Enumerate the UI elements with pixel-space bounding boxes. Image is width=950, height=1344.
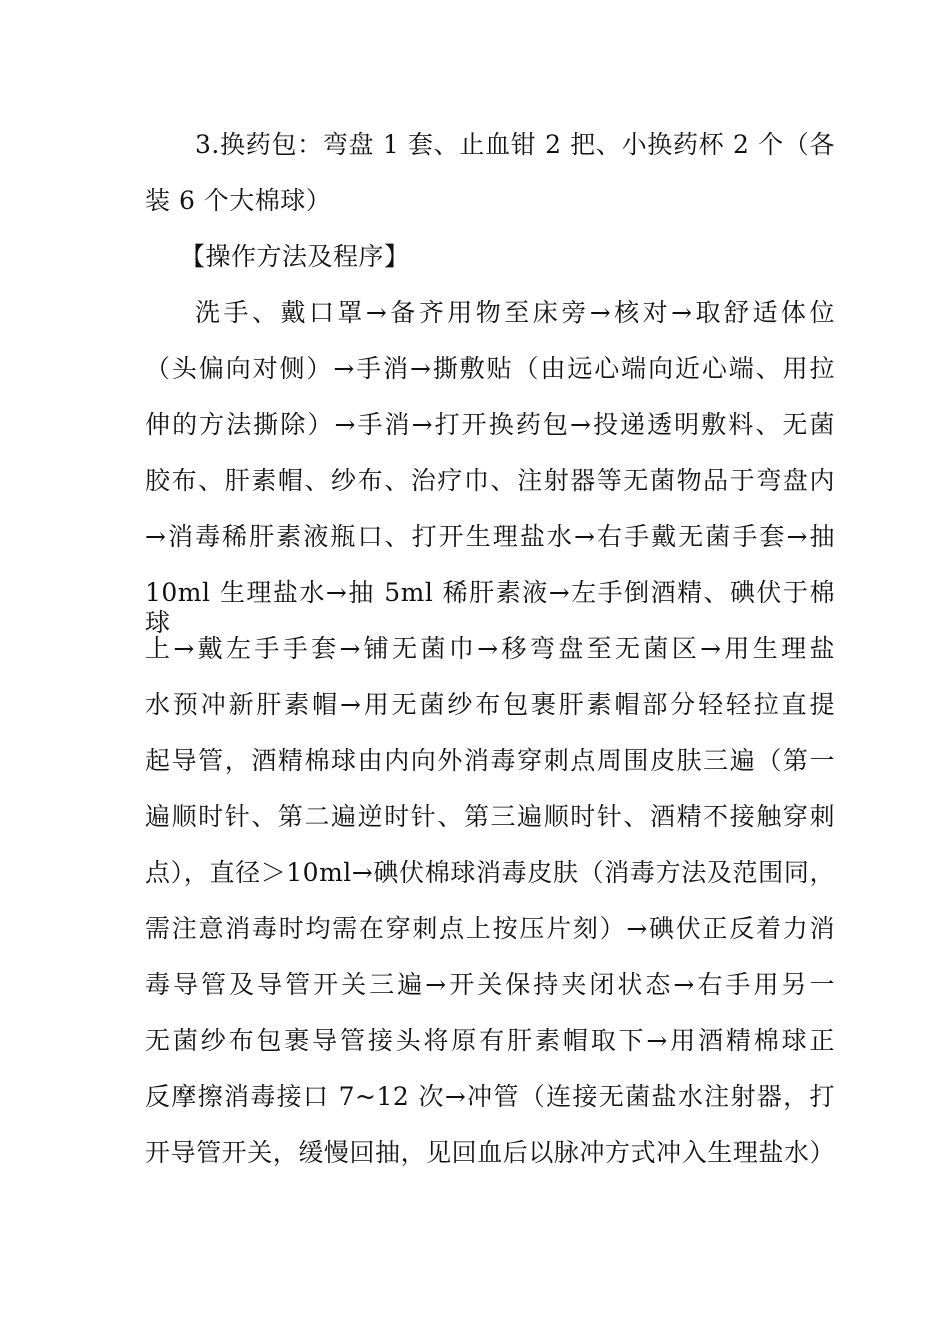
body-line: 水预冲新肝素帽→用无菌纱布包裹肝素帽部分轻轻拉直提 <box>145 690 835 719</box>
body-line: 无菌纱布包裹导管接头将原有肝素帽取下→用酒精棉球正 <box>145 1026 835 1055</box>
body-line: 洗手、戴口罩→备齐用物至床旁→核对→取舒适体位 <box>195 298 835 327</box>
body-line: 需注意消毒时均需在穿刺点上按压片刻）→碘伏正反着力消 <box>145 914 835 943</box>
body-line: →消毒稀肝素液瓶口、打开生理盐水→右手戴无菌手套→抽 <box>145 522 835 551</box>
section3-line-2: 装 6 个大棉球） <box>145 186 332 215</box>
body-line: 上→戴左手手套→铺无菌巾→移弯盘至无菌区→用生理盐 <box>145 634 835 663</box>
body-line: 反摩擦消毒接口 7~12 次→冲管（连接无菌盐水注射器，打 <box>145 1082 835 1111</box>
section3-line-1: 3.换药包：弯盘 1 套、止血钳 2 把、小换药杯 2 个（各 <box>195 130 835 159</box>
body-line: 开导管开关，缓慢回抽，见回血后以脉冲方式冲入生理盐水） <box>145 1138 835 1167</box>
body-line: 10ml 生理盐水→抽 5ml 稀肝素液→左手倒酒精、碘伏于棉球 <box>145 578 835 637</box>
body-line: 伸的方法撕除）→手消→打开换药包→投递透明敷料、无菌 <box>145 410 835 439</box>
body-line: （头偏向对侧）→手消→撕敷贴（由远心端向近心端、用拉 <box>145 354 835 383</box>
section-heading: 【操作方法及程序】 <box>180 242 410 271</box>
body-line: 点），直径＞10ml→碘伏棉球消毒皮肤（消毒方法及范围同， <box>145 858 835 887</box>
body-line: 起导管，酒精棉球由内向外消毒穿刺点周围皮肤三遍（第一 <box>145 746 835 775</box>
body-line: 毒导管及导管开关三遍→开关保持夹闭状态→右手用另一 <box>145 970 835 999</box>
body-line: 遍顺时针、第二遍逆时针、第三遍顺时针、酒精不接触穿刺 <box>145 802 835 831</box>
body-line: 胶布、肝素帽、纱布、治疗巾、注射器等无菌物品于弯盘内 <box>145 466 835 495</box>
